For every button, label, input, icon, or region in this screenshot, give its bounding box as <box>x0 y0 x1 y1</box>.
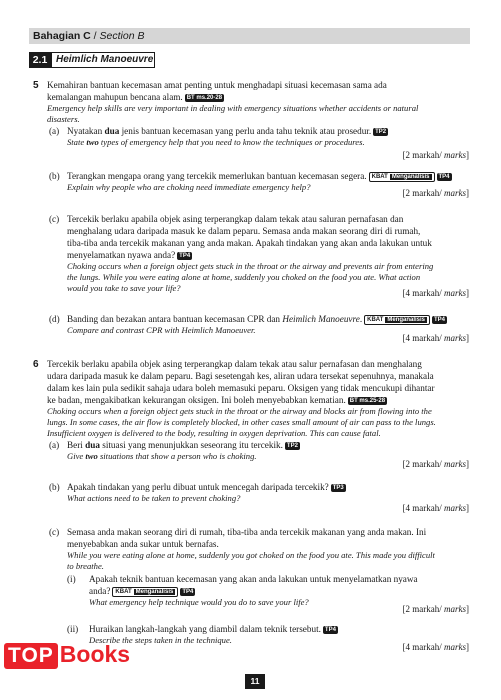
question-5-number: 5 <box>33 80 39 91</box>
tp4-badge: TP4 <box>182 589 194 595</box>
q5d-label: (d) <box>49 314 60 324</box>
q5c-en-line2: the lungs. While you were eating alone at home, suddenly you choked on the food you ate. What action <box>67 272 421 282</box>
bt-reference-badge: BT ms.25-28 <box>349 398 386 404</box>
q5d-text-en: Compare and contrast CPR with Heimlich Manoeuver. <box>67 325 256 335</box>
q6cii-label: (ii) <box>67 624 79 634</box>
q5d-text: Banding dan bezakan antara bantuan kecemasan CPR dan Heimlich Manoeuvre. KBAT Menganalisis TP4 <box>67 314 446 324</box>
tp2-badge: TP2 <box>286 443 298 449</box>
kbat-badge: KBAT Menganalisis <box>112 587 178 597</box>
tp4-badge: TP4 <box>324 627 336 633</box>
q6b-marks: [4 markah/ marks] <box>402 503 469 513</box>
q6c-line2: menyebabkan anda sukar untuk bernafas. <box>67 539 219 549</box>
q6b-text-en: What actions need to be taken to prevent choking? <box>67 493 241 503</box>
tp4-badge: TP4 <box>434 317 446 323</box>
q5b-text-en: Explain why people who are choking need immediate emergency help? <box>67 182 311 192</box>
q5-intro-en-line2: disasters. <box>47 114 80 124</box>
q5d-marks: [4 markah/ marks] <box>402 333 469 343</box>
q6-en-line2: lungs. In some cases, the air flow is completely blocked, in other cases small amount of air can pass to the lungs. <box>47 417 436 427</box>
q5b-label: (b) <box>49 171 60 181</box>
q6a-text-en: Give two situations that show a person who is choking. <box>67 451 257 461</box>
q6c-line1: Semasa anda makan seorang diri di rumah, tiba-tiba anda tercekik makanan yang anda makan. Ini <box>67 527 427 537</box>
q6cii-text-en: Describe the steps taken in the technique. <box>89 635 232 645</box>
q6c-en-line1: While you were eating alone at home, suddenly you got choked on the food you ate. This made you difficult <box>67 550 435 560</box>
topic-title: Heimlich Manoeuvre <box>51 52 155 68</box>
q5c-label: (c) <box>49 214 60 224</box>
q6cii-marks: [4 markah/ marks] <box>402 642 469 652</box>
q6ci-text-en: What emergency help technique would you do to save your life? <box>89 597 309 607</box>
q6cii-text: Huraikan langkah-langkah yang diambil dalam teknik tersebut. TP4 <box>89 624 336 634</box>
q5c-line4: menyelamatkan nyawa anda? TP4 <box>67 250 191 260</box>
q5b-marks: [2 markah/ marks] <box>402 188 469 198</box>
section-title: Bahagian C / Section B <box>33 30 145 42</box>
q5-intro-line1: Kemahiran bantuan kecemasan amat penting untuk menghadapi situasi kecemasan sama ada <box>47 80 387 90</box>
kbat-badge: KBAT Menganalisis <box>369 172 435 182</box>
q5a-text: Nyatakan dua jenis bantuan kecemasan yang perlu anda tahu teknik atau prosedur. TP2 <box>67 126 387 136</box>
q6ci-line2: anda? KBAT Menganalisis TP4 <box>89 586 194 596</box>
q6-en-line1: Choking occurs when a foreign object gets stuck in the throat or the airway and blocks air from flowing into the <box>47 406 432 416</box>
bt-reference-badge: BT ms.20-28 <box>186 95 223 101</box>
q5c-en-line3: would you take to save your life? <box>67 283 181 293</box>
tp3-badge: TP3 <box>332 485 344 491</box>
topbooks-logo: TOP Books <box>4 641 130 669</box>
tp2-badge: TP2 <box>375 129 387 135</box>
q5a-marks: [2 markah/ marks] <box>402 150 469 160</box>
kbat-badge: KBAT Menganalisis <box>364 315 430 325</box>
q6-para-line4: ke badan, mengakibatkan kekurangan oksigen. Ini boleh menyebabkan kematian. BT ms.25-28 <box>47 395 386 405</box>
q6c-label: (c) <box>49 527 60 537</box>
page-number: 11 <box>245 674 265 689</box>
tp4-badge: TP4 <box>179 253 191 259</box>
q6-para-line2: udara daripada masuk ke dalam peparu. Bagi sesetengah kes, aliran udara tersekat sepenuhnya, manakala <box>47 371 434 381</box>
q6b-label: (b) <box>49 482 60 492</box>
q6-en-line3: Insufficient oxygen is delivered to the body, resulting in oxygen deprivation. This can cause fatal. <box>47 428 381 438</box>
q6-para-line1: Tercekik berlaku apabila objek asing terperangkap dalam tekak atau salur pernafasan dan menghalang <box>47 359 422 369</box>
question-6-number: 6 <box>33 359 39 370</box>
q6b-text: Apakah tindakan yang perlu dibuat untuk mencegah daripada tercekik? TP3 <box>67 482 344 492</box>
tp4-badge: TP4 <box>438 174 450 180</box>
topic-number: 2.1 <box>29 52 51 68</box>
q5c-line3: tiba-tiba anda tercekik makanan yang anda makan. Apakah tindakan yang akan anda lakukan untuk <box>67 238 432 248</box>
q5c-marks: [4 markah/ marks] <box>402 288 469 298</box>
q6a-marks: [2 markah/ marks] <box>402 459 469 469</box>
q6ci-marks: [2 markah/ marks] <box>402 604 469 614</box>
q5-intro-line2: kemalangan mahupun bencana alam. BT ms.20-28 <box>47 92 223 102</box>
q6a-text: Beri dua situasi yang menunjukkan seseorang itu tercekik. TP2 <box>67 440 298 450</box>
q6a-label: (a) <box>49 440 60 450</box>
q6ci-label: (i) <box>67 574 76 584</box>
q6-para-line3: dalam kes lain pula sedikit sahaja udara boleh memasuki peparu. Oksigen yang tidak mencukupi dihantar <box>47 383 435 393</box>
q6c-en-line2: to breathe. <box>67 561 104 571</box>
q5a-text-en: State two types of emergency help that you need to know the techniques or procedures. <box>67 137 365 147</box>
q5c-en-line1: Choking occurs when a foreign object gets stuck in the throat or the airway and prevents air from entering <box>67 261 434 271</box>
q5a-label: (a) <box>49 126 60 136</box>
q5-intro-en-line1: Emergency help skills are very important in dealing with emergency situations whether accidents or natural <box>47 103 419 113</box>
q5c-line2: menghalang udara daripada masuk ke dalam peparu. Semasa anda makan seorang diri di rumah, <box>67 226 421 236</box>
q5b-text: Terangkan mengapa orang yang tercekik memerlukan bantuan kecemasan segera. KBAT Menganalisis TP4 <box>67 171 450 181</box>
q5c-line1: Tercekik berlaku apabila objek asing terperangkap dalam tekak atau saluran pernafasan dan <box>67 214 404 224</box>
q6ci-line1: Apakah teknik bantuan kecemasan yang akan anda lakukan untuk menyelamatkan nyawa <box>89 574 418 584</box>
